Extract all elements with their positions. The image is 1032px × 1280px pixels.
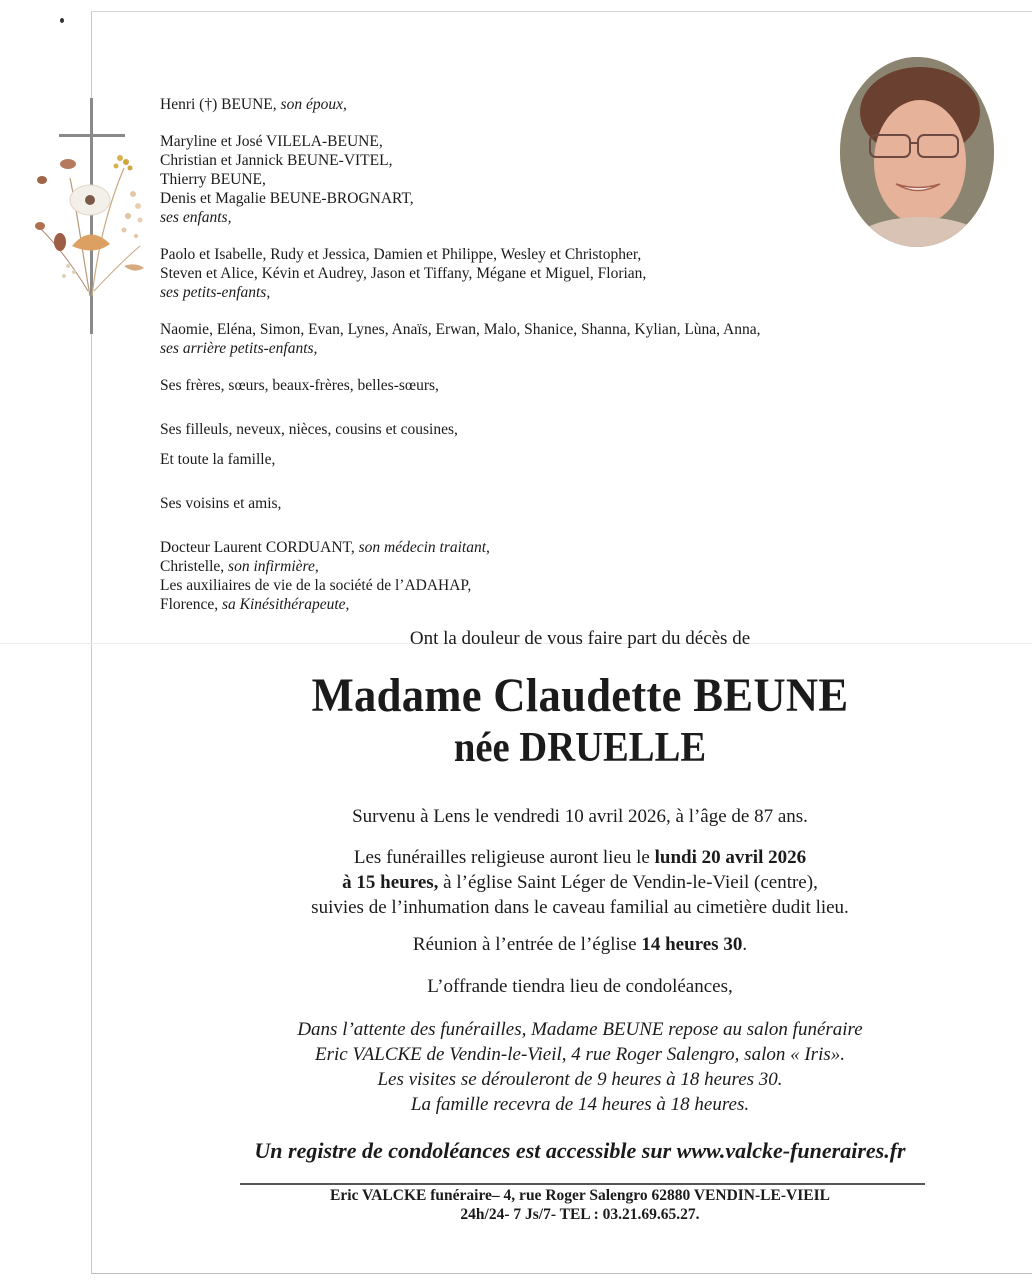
resting-line: Les visites se dérouleront de 9 heures à 18 heures 30. [377, 1069, 783, 1090]
scan-speck [60, 18, 64, 23]
extended-family-group [160, 420, 880, 439]
great-grandchildren-line: Naomie, Eléna, Simon, Evan, Lynes, Anaïs, Erwan, Malo, Shanice, Shanna, Kylian, Lùna, Anna, [160, 321, 761, 338]
registry-url-link[interactable]: www.valcke-funeraires.fr [676, 1138, 906, 1163]
footer-address: Eric VALCKE funéraire– 4, rue Roger Salengro 62880 VENDIN-LE-VIEIL [330, 1187, 830, 1204]
spouse-name: Henri (†) BEUNE [160, 96, 273, 113]
offering-line: L’offrande tiendra lieu de condoléances, [427, 976, 733, 997]
grandchildren-line: Paolo et Isabelle, Rudy et Jessica, Damien et Philippe, Wesley et Christopher, [160, 246, 642, 263]
funeral-details [160, 845, 1000, 920]
whole-family-line: Et toute la famille, [160, 451, 276, 468]
great-grandchildren-group [160, 320, 880, 358]
children-line: Maryline et José VILELA-BEUNE, [160, 133, 383, 150]
caregiver-line [160, 595, 880, 614]
extended-family-line: Ses filleuls, neveux, nièces, cousins et cousines, [160, 421, 458, 438]
cross-flowers-icon [28, 96, 158, 336]
siblings-group [160, 376, 880, 395]
footer-phone: 24h/24- 7 Js/7- TEL : 03.21.69.65.27. [460, 1206, 700, 1223]
caregiver-name: Christelle, [160, 558, 225, 575]
funeral-home-footer [160, 1186, 1000, 1224]
caregiver-relation: son infirmière, [224, 558, 319, 575]
neighbors-group [160, 494, 880, 513]
condolence-registry [160, 1138, 1000, 1164]
grandchildren-relation: ses petits-enfants, [160, 284, 271, 301]
grandchildren-line: Steven et Alice, Kévin et Audrey, Jason et Tiffany, Mégane et Miguel, Florian, [160, 265, 647, 282]
children-relation: ses enfants, [160, 209, 232, 226]
resting-details [160, 1017, 1000, 1117]
funeral-intro: Les funérailles religieuse auront lieu le [353, 847, 655, 868]
children-group [160, 132, 880, 227]
great-grandchildren-relation: ses arrière petits-enfants, [160, 340, 318, 357]
caregiver-line [160, 576, 880, 595]
caregiver-name: Docteur Laurent CORDUANT, [160, 539, 355, 556]
children-line: Christian et Jannick BEUNE-VITEL, [160, 152, 393, 169]
footer-divider [240, 1183, 925, 1185]
reunion-text: Réunion à l’entrée de l’église [412, 934, 642, 955]
siblings-line: Ses frères, sœurs, beaux-frères, belles-sœurs, [160, 377, 439, 394]
children-line: Thierry BEUNE, [160, 171, 266, 188]
resting-line: Dans l’attente des funérailles, Madame BEUNE repose au salon funéraire [297, 1019, 863, 1040]
caregiver-relation: son médecin traitant, [354, 539, 490, 556]
reunion-line [160, 932, 1000, 957]
resting-line: Eric VALCKE de Vendin-le-Vieil, 4 rue Roger Salengro, salon « Iris». [315, 1044, 845, 1065]
funeral-place: à l’église Saint Léger de Vendin-le-Vieil (centre), [438, 872, 818, 893]
caregiver-line [160, 538, 880, 557]
maiden-name: née DRUELLE [453, 725, 707, 771]
burial-info: suivies de l’inhumation dans le caveau familial au cimetière dudit lieu. [311, 897, 849, 918]
caregiver-relation: sa Kinésithérapeute, [218, 596, 350, 613]
neighbors-line: Ses voisins et amis, [160, 495, 282, 512]
reunion-end: . [742, 934, 748, 955]
caregiver-name: Les auxiliaires de vie de la société de l’ADAHAP, [160, 577, 472, 594]
funeral-date: lundi 20 avril 2026 [654, 847, 807, 868]
reunion-time: 14 heures 30 [641, 934, 743, 955]
spouse-group [160, 95, 880, 114]
caregivers-group [160, 538, 880, 614]
family-list [160, 95, 880, 622]
whole-family-group [160, 450, 880, 469]
resting-line: La famille recevra de 14 heures à 18 heures. [410, 1094, 750, 1115]
caregiver-line [160, 557, 880, 576]
funeral-time: à 15 heures, [342, 872, 439, 893]
announcement-line: Ont la douleur de vous faire part du décès de [409, 628, 751, 649]
caregiver-name: Florence, [160, 596, 219, 613]
death-info: Survenu à Lens le vendredi 10 avril 2026, à l’âge de 87 ans. [352, 806, 808, 827]
grandchildren-group [160, 245, 880, 302]
deceased-name: Madame Claudette BEUNE [311, 669, 849, 722]
registry-text: Un registre de condoléances est accessible sur [254, 1138, 677, 1163]
spouse-relation: , son époux, [272, 96, 347, 113]
children-line: Denis et Magalie BEUNE-BROGNART, [160, 190, 414, 207]
